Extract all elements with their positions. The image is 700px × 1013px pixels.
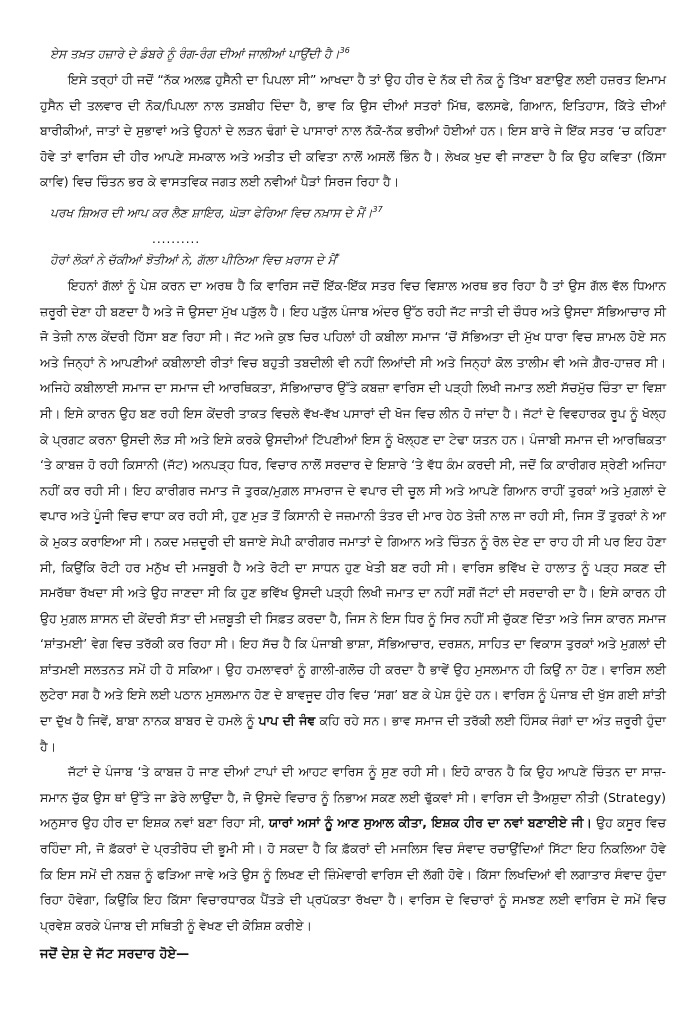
bold-verse: ਯਾਰਾਂ ਅਸਾਂ ਨੂੰ ਆਣ ਸੁਆਲ ਕੀਤਾ, ਇਸ਼ਕ ਹੀਰ ਦਾ ਨਵਾਂ ਬਣਾਈਏ ਜੀ। bbox=[268, 815, 592, 831]
verse-text: ਏਸ ਤਖ਼ਤ ਹਜ਼ਾਰੇ ਦੇ ਡੰਬਰੇ ਨੂੰ ਰੰਗ-ਰੰਗ ਦੀਆਂ ਜਾਲੀਆਂ ਪਾਉਂਦੀ ਹੈ। bbox=[50, 47, 340, 61]
body-paragraph-3 bbox=[40, 759, 666, 938]
verse-quote-3 bbox=[40, 248, 666, 273]
body-paragraph-2 bbox=[40, 273, 666, 759]
paragraph-text-end: ਕਹਿ ਰਹੇ ਸਨ। ਭਾਵ ਸਮਾਜ ਦੀ ਤਰੱਕੀ ਲਈ ਹਿੰਸਕ ਜੰਗਾਂ ਦਾ ਅੰਤ ਜ਼ਰੂਰੀ ਹੁੰਦਾ ਹੈ। bbox=[40, 713, 666, 754]
bold-phrase: ਪਾਪ ਦੀ ਜੰਞ bbox=[258, 713, 316, 729]
verse-quote-1 bbox=[40, 42, 666, 67]
footnote-ref: 36 bbox=[339, 45, 350, 55]
verse-text: ਪਰਖ ਸ਼ਿਅਰ ਦੀ ਆਪ ਕਰ ਲੈਣ ਸ਼ਾਇਰ, ਘੋੜਾ ਫੇਰਿਆ ਵਿਚ ਨਖ਼ਾਸ ਦੇ ਮੈਂ। bbox=[50, 205, 373, 220]
footnote-ref: 37 bbox=[372, 204, 383, 214]
verse-text: ਹੋਰਾਂ ਲੋਕਾਂ ਨੇ ਚੱਕੀਆਂ ਝੋਤੀਆਂ ਨੇ, ਗੱਲਾ ਪੀਠਿਆ ਵਿਚ ਖ਼ਰਾਸ ਦੇ ਮੈਂ bbox=[50, 252, 336, 267]
paragraph-text: ਜੱਟਾਂ ਦੇ ਪੰਜਾਬ ‘ਤੇ ਕਾਬਜ਼ ਹੋ ਜਾਣ ਦੀਆਂ ਟਾਪਾਂ ਦੀ ਆਹਟ ਵਾਰਿਸ ਨੂੰ ਸੁਣ ਰਹੀ ਸੀ। ਇਹੋ ਕਾਰਨ ਹੈ ਕਿ ਉਹ ਆਪਣੇ ਚਿੰਤਨ ਦਾ ਸਾਜ਼-ਸਮਾਨ ਚੁੱਕ ਉਸ ਥਾਂ ਉੱਤੇ ਜਾ ਡੇਰੇ ਲਾਉਂਦਾ ਹੈ, ਜੋ ਉਸਦੇ ਵਿਚਾਰ ਨੂੰ ਨਿਭਾਅ ਸਕਣ ਲਈ ਢੁੱਕਵਾਂ ਸੀ। ਵਾਰਿਸ ਦੀ ਤੈਅਸ਼ੁਦਾ ਨੀਤੀ (Strategy) ਅਨੁਸਾਰ ਉਹ ਹੀਰ ਦਾ ਇਸ਼ਕ ਨਵਾਂ ਬਣਾ ਰਿਹਾ ਸੀ, bbox=[40, 764, 666, 831]
footnote-ref: * bbox=[335, 251, 340, 261]
section-heading: ਜਦੋਂ ਦੇਸ਼ ਦੇ ਜੱਟ ਸਰਦਾਰ ਹੋਏ— bbox=[40, 947, 190, 963]
body-paragraph-1: ਇਸੇ ਤਰ੍ਹਾਂ ਹੀ ਜਦੋਂ “ਨੱਕ ਅਲਫ਼ ਹੁਸੈਨੀ ਦਾ ਪਿਪਲਾ ਸੀ” ਆਖਦਾ ਹੈ ਤਾਂ ਉਹ ਹੀਰ ਦੇ ਨੱਕ ਦੀ ਨੋਕ ਨੂੰ ਤਿੱਖਾ ਬਣਾਉਣ ਲਈ ਹਜ਼ਰਤ ਇਮਾਮ ਹੁਸੈਨ ਦੀ ਤਲਵਾਰ ਦੀ ਨੋਕ/ਪਿਪਲਾ ਨਾਲ ਤਸ਼ਬੀਹ ਦਿੰਦਾ ਹੈ, ਭਾਵ ਕਿ ਉਸ ਦੀਆਂ ਸਤਰਾਂ ਮਿੱਥ, ਫਲਸਫੇ, ਗਿਆਨ, ਇਤਿਹਾਸ, ਕਿੱਤੇ ਦੀਆਂ ਬਾਰੀਕੀਆਂ, ਜਾਤਾਂ ਦੇ ਸੁਭਾਵਾਂ ਅਤੇ ਉਹਨਾਂ ਦੇ ਲੜਨ ਢੰਗਾਂ ਦੇ ਪਾਸਾਰਾਂ ਨਾਲ ਨੱਕੋ-ਨੱਕ ਭਰੀਆਂ ਹੋਈਆਂ ਹਨ। ਇਸ ਬਾਰੇ ਜੇ ਇੱਕ ਸਤਰ ‘ਚ ਕਹਿਣਾ ਹੋਵੇ ਤਾਂ ਵਾਰਿਸ ਦੀ ਹੀਰ ਆਪਣੇ ਸਮਕਾਲ ਅਤੇ ਅਤੀਤ ਦੀ ਕਵਿਤਾ ਨਾਲੋਂ ਅਸਲੋਂ ਭਿੰਨ ਹੈ। ਲੇਖਕ ਖੁਦ ਵੀ ਜਾਣਦਾ ਹੈ ਕਿ ਉਹ ਕਵਿਤਾ (ਕਿੱਸਾ ਕਾਵਿ) ਵਿਚ ਚਿੰਤਨ ਭਰ ਕੇ ਵਾਸਤਵਿਕ ਜਗਤ ਲਈ ਨਵੀਆਂ ਪੈੜਾਂ ਸਿਰਜ ਰਿਹਾ ਹੈ। bbox=[40, 72, 666, 190]
ellipsis-divider: .......... bbox=[152, 231, 201, 246]
paragraph-text: ਇਹਨਾਂ ਗੱਲਾਂ ਨੂੰ ਪੇਸ਼ ਕਰਨ ਦਾ ਅਰਥ ਹੈ ਕਿ ਵਾਰਿਸ ਜਦੋਂ ਇੱਕ-ਇੱਕ ਸਤਰ ਵਿਚ ਵਿਸ਼ਾਲ ਅਰਥ ਭਰ ਰਿਹਾ ਹੈ ਤਾਂ ਉਸ ਗੱਲ ਵੱਲ ਧਿਆਨ ਜ਼ਰੂਰੀ ਦੇਣਾ ਹੀ ਬਣਦਾ ਹੈ ਅਤੇ ਜੋ ਉਸਦਾ ਮੁੱਖ ਪੜੁੱਲ ਹੈ। ਇਹ ਪੜੁੱਲ ਪੰਜਾਬ ਅੰਦਰ ਉੱਠ ਰਹੀ ਜੱਟ ਜਾਤੀ ਦੀ ਚੌਧਰ ਅਤੇ ਉਸਦਾ ਸੱਭਿਆਚਾਰ ਸੀ ਜੋ ਤੇਜ਼ੀ ਨਾਲ ਕੇਂਦਰੀ ਹਿੱਸਾ ਬਣ ਰਿਹਾ ਸੀ। ਜੱਟ ਅਜੇ ਕੁਝ ਚਿਰ ਪਹਿਲਾਂ ਹੀ ਕਬੀਲਾ ਸਮਾਜ ‘ਚੋਂ ਸੱਭਿਅਤਾ ਦੀ ਮੁੱਖ ਧਾਰਾ ਵਿਚ ਸ਼ਾਮਲ ਹੋਏ ਸਨ ਅਤੇ ਜਿਨ੍ਹਾਂ ਨੇ ਆਪਣੀਆਂ ਕਬੀਲਾਈ ਰੀਤਾਂ ਵਿਚ ਬਹੁਤੀ ਤਬਦੀਲੀ ਵੀ ਨਹੀਂ ਲਿਆਂਦੀ ਸੀ ਅਤੇ ਜਿਨ੍ਹਾਂ ਕੋਲ ਤਾਲੀਮ ਵੀ ਅਜੇ ਗ਼ੈਰ-ਹਾਜ਼ਰ ਸੀ। ਅਜਿਹੇ ਕਬੀਲਾਈ ਸਮਾਜ ਦਾ ਸਮਾਜ ਦੀ ਆਰਥਿਕਤਾ, ਸੱਭਿਆਚਾਰ ਉੱਤੇ ਕਬਜ਼ਾ ਵਾਰਿਸ ਦੀ ਪੜ੍ਹੀ ਲਿਖੀ ਜਮਾਤ ਲਈ ਸੱਚਮੁੱਚ ਚਿੰਤਾ ਦਾ ਵਿਸ਼ਾ ਸੀ। ਇਸੇ ਕਾਰਨ ਉਹ ਬਣ ਰਹੀ ਇਸ ਕੇਂਦਰੀ ਤਾਕਤ ਵਿਚਲੇ ਵੱਖ-ਵੱਖ ਪਸਾਰਾਂ ਦੀ ਖੋਜ ਵਿਚ ਲੀਨ ਹੋ ਜਾਂਦਾ ਹੈ। ਜੱਟਾਂ ਦੇ ਵਿਵਹਾਰਕ ਰੂਪ ਨੂੰ ਖੋਲ੍ਹ ਕੇ ਪ੍ਰਗਟ ਕਰਨਾ ਉਸਦੀ ਲੋੜ ਸੀ ਅਤੇ ਇਸੇ ਕਰਕੇ ਉਸਦੀਆਂ ਟਿੱਪਣੀਆਂ ਇਸ ਨੂੰ ਖੋਲ੍ਹਣ ਦਾ ਟੇਢਾ ਯਤਨ ਹਨ। ਪੰਜਾਬੀ ਸਮਾਜ ਦੀ ਆਰਥਿਕਤਾ ‘ਤੇ ਕਾਬਜ਼ ਹੋ ਰਹੀ ਕਿਸਾਨੀ (ਜੱਟ) ਅਨਪੜ੍ਹ ਧਿਰ, ਵਿਚਾਰ ਨਾਲੋਂ ਸਰਦਾਰ ਦੇ ਇਸ਼ਾਰੇ ‘ਤੇ ਵੱਧ ਕੰਮ ਕਰਦੀ ਸੀ, ਜਦੋਂ ਕਿ ਕਾਰੀਗਰ ਸ਼੍ਰੇਣੀ ਅਜਿਹਾ ਨਹੀਂ ਕਰ ਰਹੀ ਸੀ। ਇਹ ਕਾਰੀਗਰ ਜਮਾਤ ਜੋ ਤੁਰਕ/ਮੁਗ਼ਲ ਸਾਮਰਾਜ ਦੇ ਵਪਾਰ ਦੀ ਚੂਲ ਸੀ ਅਤੇ ਆਪਣੇ ਗਿਆਨ ਰਾਹੀਂ ਤੁਰਕਾਂ ਅਤੇ ਮੁਗ਼ਲਾਂ ਦੇ ਵਪਾਰ ਅਤੇ ਪੂੰਜੀ ਵਿਚ ਵਾਧਾ ਕਰ ਰਹੀ ਸੀ, ਹੁਣ ਮੁੜ ਤੋਂ ਕਿਸਾਨੀ ਦੇ ਜਜ਼ਮਾਨੀ ਤੰਤਰ ਦੀ ਮਾਰ ਹੇਠ ਤੇਜ਼ੀ ਨਾਲ ਜਾ ਰਹੀ ਸੀ, ਜਿਸ ਤੋਂ ਤੁਰਕਾਂ ਨੇ ਆ ਕੇ ਮੁਕਤ ਕਰਾਇਆ ਸੀ। ਨਕਦ ਮਜ਼ਦੂਰੀ ਦੀ ਬਜਾਏ ਸੇਪੀ ਕਾਰੀਗਰ ਜਮਾਤਾਂ ਦੇ ਗਿਆਨ ਅਤੇ ਚਿੰਤਨ ਨੂੰ ਰੋਲ ਦੇਣ ਦਾ ਰਾਹ ਹੀ ਸੀ ਪਰ ਇਹ ਹੋਣਾ ਸੀ, ਕਿਉਂਕਿ ਰੋਟੀ ਹਰ ਮਨੁੱਖ ਦੀ ਮਜਬੂਰੀ ਹੈ ਅਤੇ ਰੋਟੀ ਦਾ ਸਾਧਨ ਹੁਣ ਖੇਤੀ ਬਣ ਰਹੀ ਸੀ। ਵਾਰਿਸ ਭਵਿੱਖ ਦੇ ਹਾਲਾਤ ਨੂੰ ਪੜ੍ਹ ਸਕਣ ਦੀ ਸਮਰੱਥਾ ਰੱਖਦਾ ਸੀ ਅਤੇ ਉਹ ਜਾਣਦਾ ਸੀ ਕਿ ਹੁਣ ਭਵਿੱਖ ਉਸਦੀ ਪੜ੍ਹੀ ਲਿਖੀ ਜਮਾਤ ਦਾ ਨਹੀਂ ਸਗੋਂ ਜੱਟਾਂ ਦੀ ਸਰਦਾਰੀ ਦਾ ਹੈ। ਇਸੇ ਕਾਰਨ ਹੀ ਉਹ ਮੁਗ਼ਲ ਸ਼ਾਸਨ ਦੀ ਕੇਂਦਰੀ ਸੱਤਾ ਦੀ ਮਜ਼ਬੂਤੀ ਦੀ ਸਿਫ਼ਤ ਕਰਦਾ ਹੈ, ਜਿਸ ਨੇ ਇਸ ਧਿਰ ਨੂੰ ਸਿਰ ਨਹੀਂ ਸੀ ਚੁੱਕਣ ਦਿੱਤਾ ਅਤੇ ਜਿਸ ਕਾਰਨ ਸਮਾਜ ‘ਸ਼ਾਂਤਮਈ’ ਵੇਗ ਵਿਚ ਤਰੱਕੀ ਕਰ ਰਿਹਾ ਸੀ। ਇਹ ਸੱਚ ਹੈ ਕਿ ਪੰਜਾਬੀ ਭਾਸ਼ਾ, ਸੱਭਿਆਚਾਰ, ਦਰਸ਼ਨ, ਸਾਹਿਤ ਦਾ ਵਿਕਾਸ ਤੁਰਕਾਂ ਅਤੇ ਮੁਗ਼ਲਾਂ ਦੀ ਸ਼ਾਂਤਮਈ ਸਲਤਨਤ ਸਮੇਂ ਹੀ ਹੋ ਸਕਿਆ। ਉਹ ਹਮਲਾਵਰਾਂ ਨੂੰ ਗਾਲੀ-ਗਲੋਚ ਹੀ ਕਰਦਾ ਹੈ ਭਾਵੇਂ ਉਹ ਮੁਸਲਮਾਨ ਹੀ ਕਿਉਂ ਨਾ ਹੋਣ। ਵਾਰਿਸ ਲਈ ਲੁਟੇਰਾ ਸਗ ਹੈ ਅਤੇ ਇਸੇ ਲਈ ਪਠਾਨ ਮੁਸਲਮਾਨ ਹੋਣ ਦੇ ਬਾਵਜੂਦ ਹੀਰ ਵਿਚ ‘ਸਗ’ ਬਣ ਕੇ ਪੇਸ਼ ਹੁੰਦੇ ਹਨ। ਵਾਰਿਸ ਨੂੰ ਪੰਜਾਬ ਦੀ ਖੁੱਸ ਗਈ ਸ਼ਾਂਤੀ ਦਾ ਦੁੱਖ ਹੈ ਜਿਵੇਂ, ਬਾਬਾ ਨਾਨਕ ਬਾਬਰ ਦੇ ਹਮਲੇ ਨੂੰ bbox=[40, 277, 666, 729]
paragraph-text-end: ਉਹ ਕਸੂਰ ਵਿਚ ਰਹਿੰਦਾ ਸੀ, ਜੋ ਫ਼ੱਕਰਾਂ ਦੇ ਪ੍ਰਤੀਰੋਧ ਦੀ ਭੂਮੀ ਸੀ। ਹੋ ਸਕਦਾ ਹੈ ਕਿ ਫ਼ੱਕਰਾਂ ਦੀ ਮਜਲਿਸ ਵਿਚ ਸੰਵਾਦ ਰਚਾਉਂਦਿਆਂ ਸਿੱਟਾ ਇਹ ਨਿਕਲਿਆ ਹੋਵੇ ਕਿ ਇਸ ਸਮੇਂ ਦੀ ਨਬਜ਼ ਨੂੰ ਫੜਿਆ ਜਾਵੇ ਅਤੇ ਉਸ ਨੂੰ ਲਿਖਣ ਦੀ ਜ਼ਿੰਮੇਵਾਰੀ ਵਾਰਿਸ ਦੀ ਲੱਗੀ ਹੋਵੇ। ਕਿੱਸਾ ਲਿਖਦਿਆਂ ਵੀ ਲਗਾਤਾਰ ਸੰਵਾਦ ਹੁੰਦਾ ਰਿਹਾ ਹੋਵੇਗਾ, ਕਿਉਂਕਿ ਇਹ ਕਿੱਸਾ ਵਿਚਾਰਧਾਰਕ ਪੈਂਤੜੇ ਦੀ ਪ੍ਰਪੱਕਤਾ ਰੱਖਦਾ ਹੈ। ਵਾਰਿਸ ਦੇ ਵਿਚਾਰਾਂ ਨੂੰ ਸਮਝਣ ਲਈ ਵਾਰਿਸ ਦੇ ਸਮੇਂ ਵਿਚ ਪ੍ਰਵੇਸ਼ ਕਰਕੇ ਪੰਜਾਬ ਦੀ ਸਥਿਤੀ ਨੂੰ ਵੇਖਣ ਦੀ ਕੋਸ਼ਿਸ਼ ਕਰੀਏ। bbox=[40, 815, 666, 933]
verse-quote-2 bbox=[40, 201, 666, 226]
